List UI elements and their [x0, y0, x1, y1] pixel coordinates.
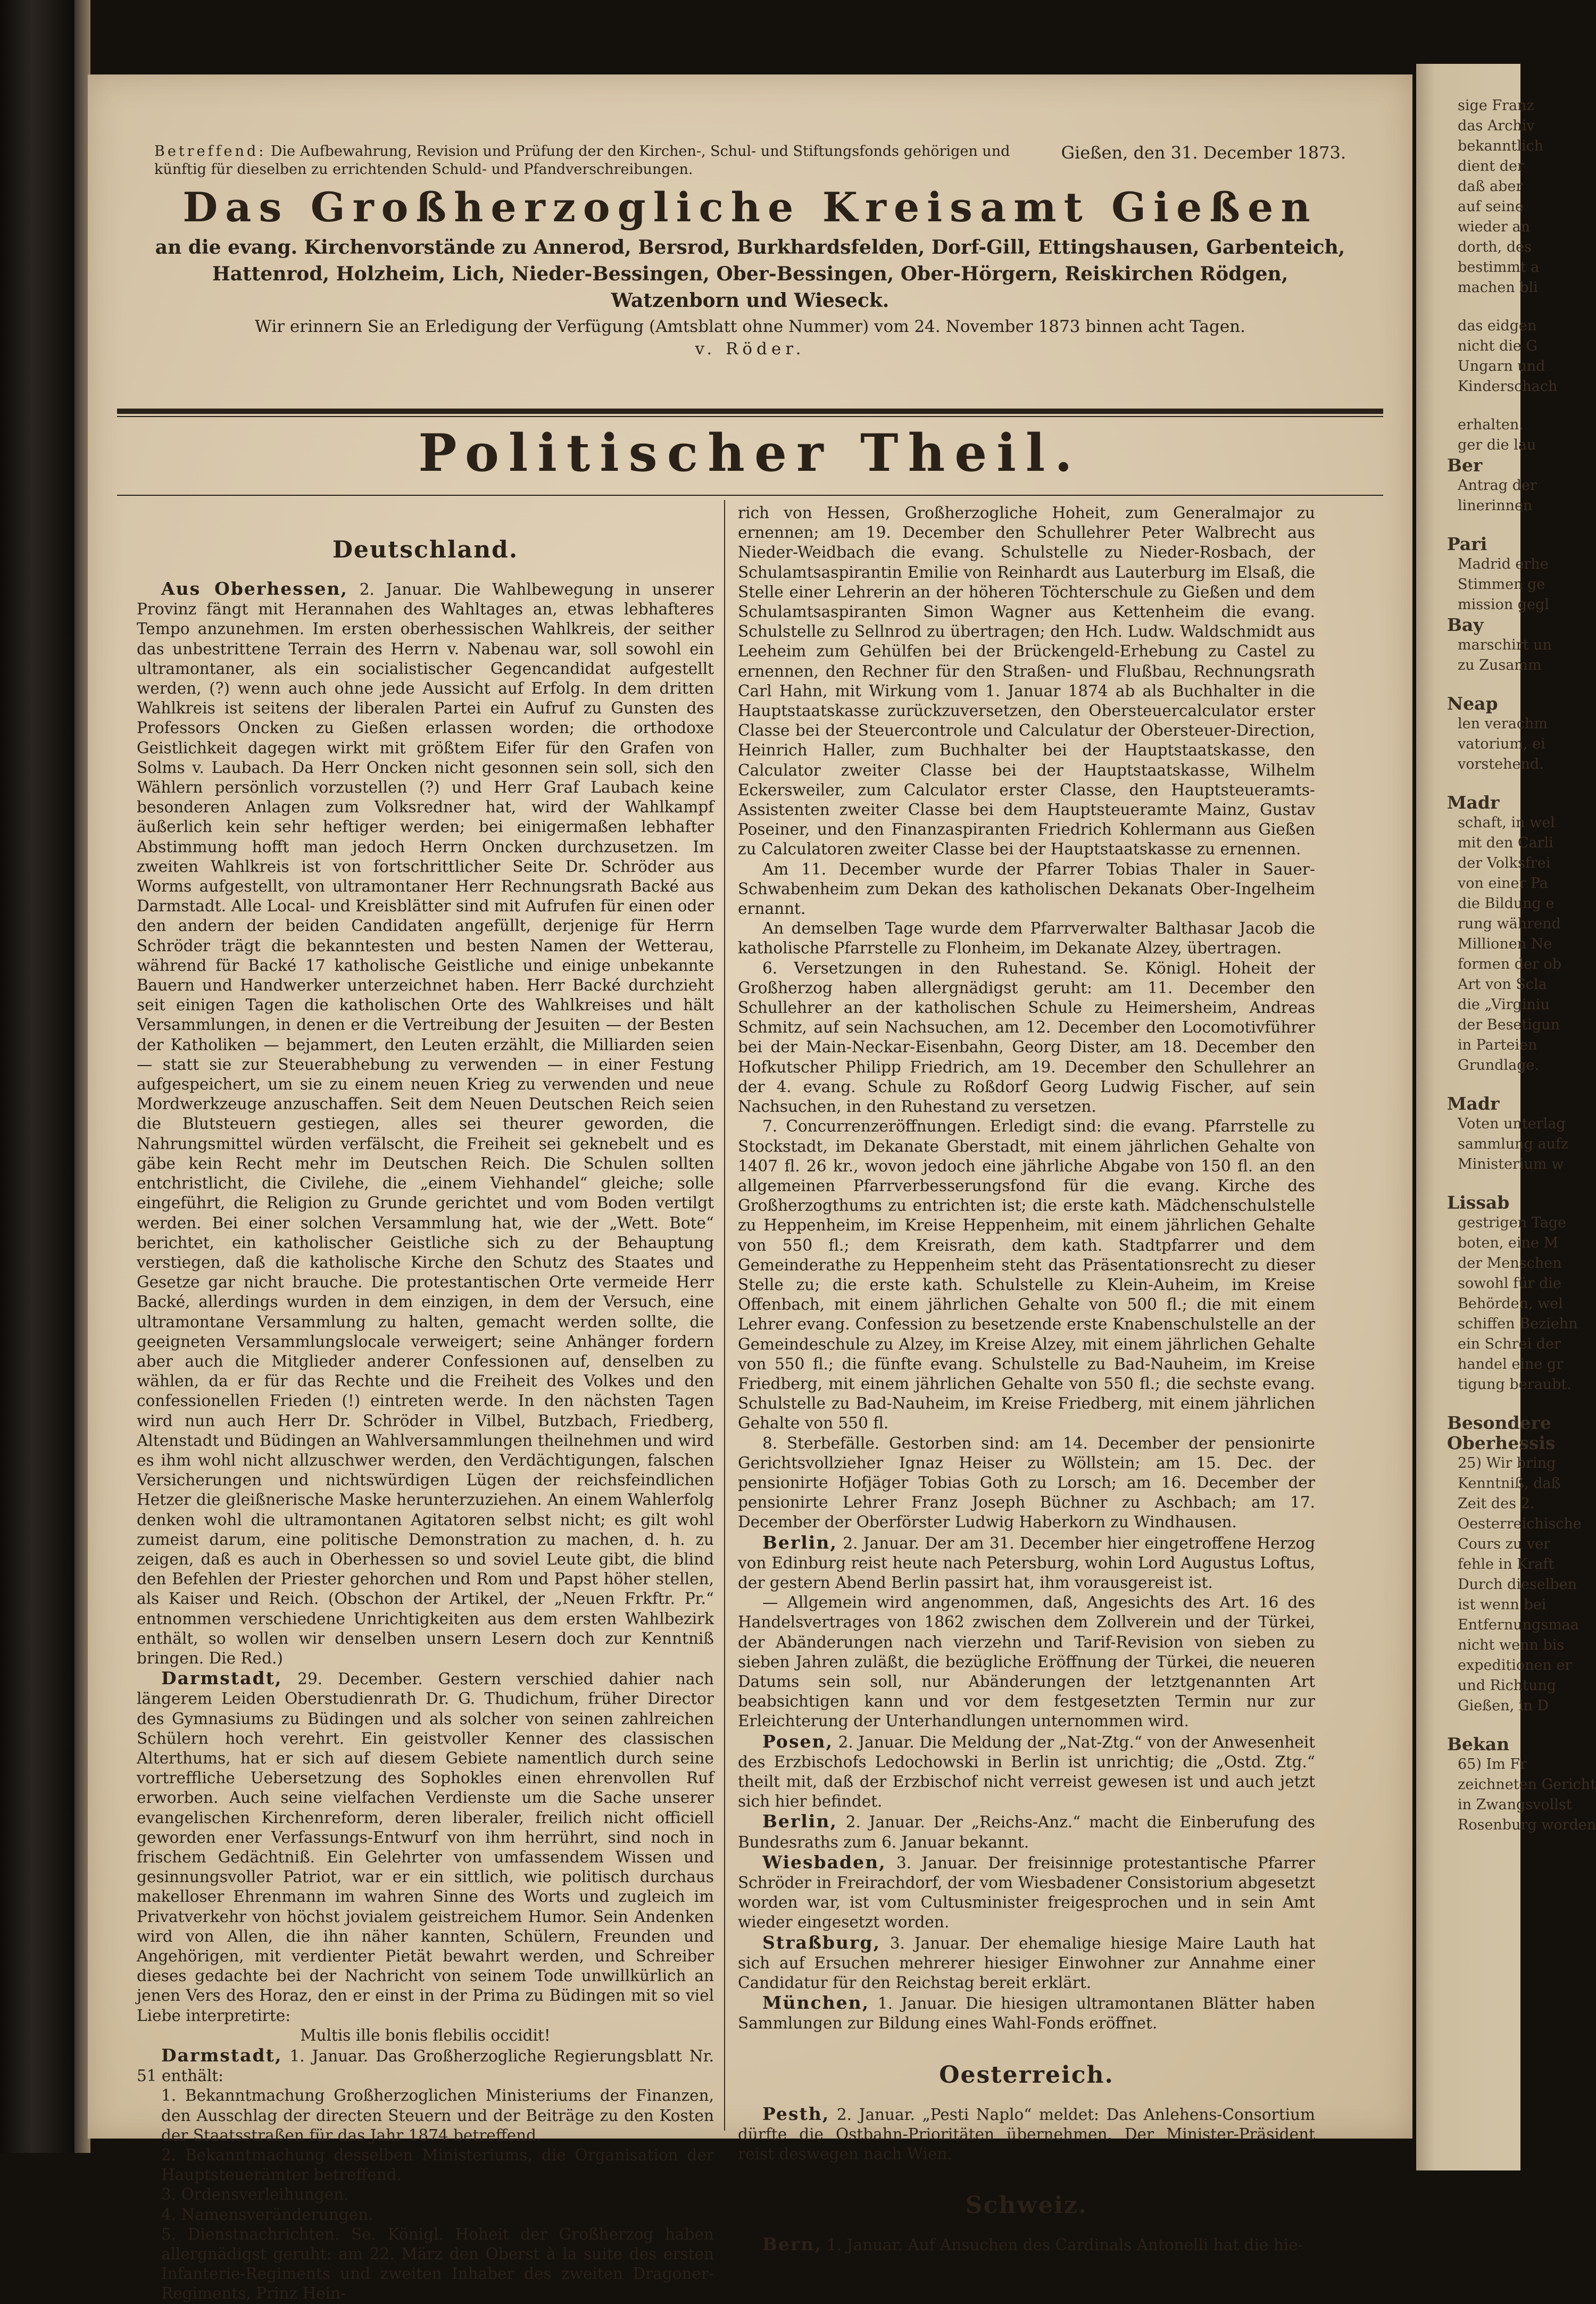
official-notice	[154, 143, 1346, 359]
adjacent-page-fragment: das Archiv	[1458, 118, 1535, 134]
article-text: 3. Januar. Der ehemalige hiesige Maire Lauth hat sich auf Ersuchen mehrerer hiesiger Einwohner zur Annahme einer Candidatur für den Reichstag bereit erklärt.	[738, 1934, 1315, 1992]
adjacent-page-fragment: nicht wenn bis	[1458, 1637, 1565, 1653]
adjacent-page-fragment: formen der ob	[1458, 956, 1561, 972]
adjacent-page-fragment: ist wenn bei	[1458, 1596, 1547, 1613]
adjacent-page-fragment: Ungarn und	[1458, 358, 1545, 375]
fragment-spacer	[1416, 775, 1520, 793]
adjacent-page-fragment: sowohl für die	[1458, 1275, 1561, 1292]
adjacent-page-fragment: sige Franz	[1458, 97, 1534, 114]
adjacent-page-fragment: handel eine gr	[1458, 1356, 1564, 1373]
adjacent-page-fragment: Millionen Ne	[1458, 936, 1552, 952]
adjacent-page-fragment: zu Zusamm	[1458, 657, 1542, 673]
adjacent-page-fragment: Voten unterlag	[1458, 1116, 1566, 1132]
adjacent-page-fragment: boten, eine M	[1458, 1235, 1559, 1251]
adjacent-page-fragment: ein Schrei der	[1458, 1336, 1561, 1352]
article-text: 3. Januar. Der freisinnige protestantische Pfarrer Schröder in Freirachdorf, der vom Wiesbadener Consistorium abgesetzt worden war, ist vom Cultusminister freigesprochen und in sein Amt wieder eingesetzt worden.	[738, 1853, 1315, 1932]
adjacent-page-fragment: Ber	[1447, 455, 1483, 476]
article-continuation: rich von Hessen, Großherzogliche Hoheit, zum Generalmajor zu ernennen; am 19. December den Schullehrer Peter Walbrecht aus Nieder-Weidbach die evang. Schulstelle zu Nieder-Rosbach, der Schulamtsaspirantin Emilie von Reinhardt aus Lauterburg im Elsaß, die Stelle einer Lehrerin an der höheren Töchterschule zu Gießen und dem Schulamtsaspiranten Simon Wagner aus Kettenheim die evang. Schulstelle zu Sellnrod zu übertragen; den Hch. Ludw. Waldschmidt aus Leeheim zum Gehülfen bei der Brückengeld-Erhebung zu Castel zu ernennen, den Rechner für den Straßen- und Flußbau, Rechnungsrath Carl Hahn, mit Wirkung vom 1. Januar 1874 ab als Buchhalter in die Hauptstaatskasse zurückzuversetzen, den Obersteuercalculator erster Classe bei der Steuercontrole und Calculatur der Obersteuer-Direction, Heinrich Haller, zum Buchhalter bei der Hauptstaatskasse, den Calculator zweiter Classe bei der Hauptstaatskasse, Wilhelm Eckersweiler, zum Calculator erster Classe, den Hauptsteueramts-Assistenten zweiter Classe bei dem Hauptsteueramte Mainz, Gustav Poseiner, und den Finanzaspiranten Friedrich Kohlermann aus Gießen zu Calculatoren zweiter Classe bei der Hauptstaatskasse zu ernennen.	[738, 504, 1315, 859]
list-item: 4. Namensveränderungen.	[161, 2205, 373, 2224]
adjacent-page-fragment: zeichneten Gericht	[1458, 1776, 1596, 1793]
adjacent-page-fragment: Madrid erhe	[1458, 556, 1549, 572]
adjacent-page-fragment: Oesterreichische	[1458, 1516, 1582, 1532]
article-darmstadt-1	[137, 1668, 714, 2026]
dateline-place: Berlin,	[762, 1532, 837, 1553]
adjacent-page-fragment: Oberhessis	[1447, 1433, 1556, 1453]
dateline-place: Wiesbaden,	[762, 1851, 886, 1873]
addressees: an die evang. Kirchenvorstände zu Annerod, Bersrod, Burkhardsfelden, Dorf-Gill, Ettingshausen, Garbenteich, Hattenrod, Holzheim, Lich, Nieder-Bessingen, Ober-Bessingen, Ober-Hörgern, Reiskirchen Rödgen, Watzenborn und Wieseck.	[155, 236, 1345, 312]
article-text: 2. Januar. „Pesti Naplo“ meldet: Das Anlehens-Consortium dürfte die Ostbahn-Prioritäten übernehmen. Der Minister-Präsident reist deswegen nach Wien.	[738, 2105, 1315, 2164]
adjacent-page-fragment: Madr	[1447, 1093, 1500, 1114]
fragment-spacer	[1416, 1175, 1520, 1193]
article-wiesbaden	[738, 1852, 1315, 1933]
right-column	[738, 503, 1315, 2255]
dateline-place: Berlin,	[762, 1811, 837, 1832]
adjacent-page-fragment: die „Virginiu	[1458, 996, 1550, 1013]
adjacent-page-fragment: 25) Wir bring	[1458, 1455, 1556, 1471]
adjacent-page-fragment: in Zwangsvollst	[1458, 1796, 1572, 1813]
article-text: 1. Januar. Auf Ansuchen des Cardinals Antonelli hat die hie-	[827, 2236, 1303, 2255]
adjacent-page-fragment: 65) Im Fr	[1458, 1756, 1527, 1773]
list-item: 3. Ordensverleihungen.	[161, 2185, 349, 2204]
dateline-place: Bern,	[762, 2234, 822, 2255]
fragment-spacer	[1416, 397, 1520, 415]
adjacent-page-fragment: Bekan	[1447, 1734, 1510, 1754]
adjacent-page-fragment: auf seine	[1458, 198, 1524, 215]
adjacent-page-fragment: sammlung aufz	[1458, 1136, 1569, 1152]
adjacent-page-fragment: Madr	[1447, 792, 1500, 813]
newspaper-page	[88, 74, 1412, 2303]
signature: v. Röder.	[695, 339, 805, 359]
adjacent-page-fragment: dient der	[1458, 158, 1524, 174]
adjacent-page-fragment: ger die lau	[1458, 437, 1536, 453]
divider-thick	[117, 409, 1383, 414]
adjacent-page-fragment: schaft, in wel	[1458, 814, 1555, 831]
adjacent-page-fragment: expeditionen er	[1458, 1657, 1572, 1674]
adjacent-page-fragment: tigung beraubt.	[1458, 1376, 1572, 1393]
dateline-place: Pesth,	[762, 2103, 830, 2124]
adjacent-page-edge	[1416, 64, 1596, 2170]
list-item: 5. Dienstnachrichten. Se. Königl. Hoheit der Großherzog haben allergnädigst geruht: am 22. März den Oberst à la suite des ersten Infanterie-Regiments und zweiten Inhaber des zweiten Dragoner-Regiments, Prinz Hein-	[161, 2225, 714, 2303]
book-binding	[0, 0, 80, 2153]
article-text: 1. Januar. Die hiesigen ultramontanen Blätter haben Sammlungen zur Bildung eines Wahl-Fonds eröffnet.	[738, 1994, 1315, 2033]
latin-quote: Multis ille bonis flebilis occidit!	[300, 2026, 551, 2044]
adjacent-page-fragment: Pari	[1447, 534, 1487, 554]
dateline-place: Darmstadt,	[161, 2045, 282, 2066]
section-title: Politischer Theil.	[418, 423, 1082, 483]
adjacent-page-fragment: Entfernungsmaa	[1458, 1617, 1579, 1633]
list-item: 2. Bekanntmachung desselben Ministeriums, die Organisation der Hauptsteuerämter betreffend.	[161, 2146, 714, 2184]
paragraph: — Allgemein wird angenommen, daß, Angesichts des Art. 16 des Handelsvertrages von 1862 zwischen dem Zollverein und der Türkei, der Abänderungen nach vierzehn und Tarif-Revision von sieben zu sieben Jahren zuläßt, die bezügliche Eröffnung der Türkei, die neueren Datums sein soll, nur Abänderungen der letztgenannten Art beabsichtigen kann und vor dem festgesetzten Termin nur zur Erleichterung der Unterhandlungen unternommen wird.	[738, 1593, 1315, 1731]
adjacent-page-fragment: bekanntlich	[1458, 138, 1544, 154]
dateline-place: Posen,	[762, 1731, 833, 1752]
subject-label: Betreffend:	[154, 143, 267, 160]
adjacent-page-fragment: Bay	[1447, 614, 1484, 635]
paragraph: 6. Versetzungen in den Ruhestand. Se. Königl. Hoheit der Großherzog haben allergnädigst geruht: am 11. December den Schullehrer an der katholischen Schule zu Heimersheim, Andreas Schmitz, auf sein Nachsuchen, am 12. December den Locomotivführer bei der Main-Neckar-Eisenbahn, Georg Dister, am 18. December den Hofkutscher Philipp Friedrich, am 19. December den Schullehrer an der 4. evang. Schule zu Roßdorf Georg Ludwig Fischer, auf sein Nachsuchen, in den Ruhestand zu versetzen.	[738, 959, 1315, 1116]
adjacent-page-fragment: Cours zu ver	[1458, 1536, 1550, 1552]
adjacent-page-fragment: wieder an	[1458, 219, 1530, 235]
paragraph: An demselben Tage wurde dem Pfarrverwalter Balthasar Jacob die katholische Pfarrstelle zu Flonheim, im Dekanate Alzey, übertragen.	[738, 919, 1315, 958]
article-berlin-2	[738, 1811, 1315, 1852]
article-posen	[738, 1732, 1315, 1812]
list-item: 1. Bekanntmachung Großherzoglichen Ministeriums der Finanzen, den Ausschlag der directen Steuern und der Beiträge zu den Kosten der Staatsstraßen für das Jahr 1874 betreffend.	[161, 2086, 714, 2144]
adjacent-page-fragment: das eidgen	[1458, 318, 1537, 334]
divider-thin	[117, 416, 1383, 417]
heading-deutschland: Deutschland.	[332, 536, 519, 563]
paragraph: Am 11. December wurde der Pfarrer Tobias Thaler in Sauer-Schwabenheim zum Dekan des katholischen Dekanats Ober-Ingelheim ernannt.	[738, 860, 1315, 918]
adjacent-page-fragment: bestimmt a	[1458, 259, 1540, 276]
article-berlin-1	[738, 1533, 1315, 1593]
adjacent-page-fragment: Durch dieselben	[1458, 1576, 1577, 1593]
adjacent-page-fragment: gestrigen Tage	[1458, 1215, 1567, 1231]
adjacent-page-fragment: Stimmen ge	[1458, 576, 1545, 593]
adjacent-page-fragment: von einer Pa	[1458, 875, 1549, 892]
adjacent-page-fragment: der Menschen	[1458, 1255, 1562, 1271]
left-column	[137, 503, 714, 2304]
fragment-spacer	[1416, 1076, 1520, 1094]
adjacent-page-fragment: erhalten.	[1458, 417, 1524, 433]
fragment-spacer	[1416, 298, 1520, 316]
fragment-spacer	[1416, 676, 1520, 694]
article-text: 1. Januar. Das Großherzogliche Regierungsblatt Nr. 51 enthält:	[137, 2047, 714, 2085]
article-oberhessen	[137, 579, 714, 1668]
fragment-spacer	[1416, 1395, 1520, 1413]
adjacent-page-fragment: machen bli	[1458, 279, 1538, 296]
adjacent-page-fragment: Besondere	[1447, 1412, 1551, 1433]
subject-line	[154, 143, 1059, 179]
adjacent-page-fragment: Lissab	[1447, 1192, 1510, 1213]
column-divider-lower	[724, 1843, 725, 2131]
adjacent-page-fragment: Neap	[1447, 693, 1498, 714]
adjacent-page-fragment: Kinderschach	[1458, 378, 1558, 395]
adjacent-page-fragment: Rosenburg worden	[1458, 1817, 1596, 1833]
article-text: 2. Januar. Der am 31. December hier eingetroffene Herzog von Edinburg reist heute nach Petersburg, wohin Lord Augustus Loftus, der gestern Abend Berlin passirt hat, ihm vorausgereist ist.	[738, 1534, 1315, 1592]
adjacent-page-fragment: dorth, des	[1458, 239, 1532, 255]
fragment-spacer	[1416, 516, 1520, 534]
dateline-place: Straßburg,	[762, 1932, 880, 1953]
article-text: 29. December. Gestern verschied dahier nach längerem Leiden Oberstudienrath Dr. G. Thudichum, früher Director des Gymnasiums zu Büdingen und als solcher von seinen zahlreichen Schülern hoch verehrt. Ein geistvoller Kenner des classischen Alterthums, hat er sich auf diesem Gebiete namentlich durch seine vortreffliche Uebersetzung des Sophokles einen ehrenvollen Ruf erworben. Auch seine vielfachen Verdienste um die Sache unserer evangelischen Kirchenreform, deren liberaler, freilich nicht officiell geworden ener Verfassungs-Entwurf von ihm herrührt, sind noch in frischem Gedächtniß. Ein Gelehrter von umfassendem Wissen und gesinnungsvoller Patriot, war er ein sittlich, wie politisch durchaus makelloser Ehrenmann im wahren Sinne des Worts und zugleich im Privatverkehr von höchst jovialem geistreichem Humor. Sein Andenken wird von Allen, die ihn näher kannten, Schülern, Freunden und Angehörigen, mit verdienter Pietät bewahrt werden, und Schreiber dieses gedachte bei der Nachricht von seinem Tode unwillkürlich an jenen Vers des Horaz, den er einst in der Prima zu Büdingen mit so viel Liebe interpretirte:	[137, 1670, 714, 2025]
column-divider	[724, 500, 725, 2006]
adjacent-page-fragment: schiffen Beziehn	[1458, 1316, 1578, 1332]
adjacent-page-fragment: linerinnen	[1458, 497, 1533, 514]
adjacent-page-fragment: Ministerium w	[1458, 1156, 1564, 1172]
adjacent-page-fragment: der Besetigun	[1458, 1017, 1560, 1033]
adjacent-page-fragment: daß aber	[1458, 178, 1523, 195]
heading-oesterreich: Oesterreich.	[939, 2061, 1114, 2089]
article-text: 2. Januar. Der „Reichs-Anz.“ macht die Einberufung des Bundesraths zum 6. Januar bekannt.	[738, 1813, 1315, 1851]
adjacent-page-fragment: die Bildung e	[1458, 895, 1555, 912]
dateline-place: Darmstadt,	[161, 1668, 282, 1689]
article-darmstadt-2	[137, 2045, 714, 2086]
article-bern	[738, 2234, 1315, 2255]
adjacent-page-fragment: Antrag der	[1458, 477, 1537, 494]
adjacent-page-fragment: rung während	[1458, 916, 1561, 932]
article-pesth	[738, 2104, 1315, 2165]
adjacent-page-fragment: Gießen, in D	[1458, 1698, 1549, 1714]
adjacent-page-fragment: der Volksfrei	[1458, 855, 1551, 871]
fragment-spacer	[1416, 1716, 1520, 1734]
adjacent-page-fragment: mission gegl	[1458, 596, 1549, 613]
title-rule	[117, 495, 1383, 496]
adjacent-page-fragment: Behörden, wel	[1458, 1295, 1563, 1312]
article-text: 2. Januar. Die Wahlbewegung in unserer Provinz fängt mit Herannahen des Wahltages an, etwas lebhafteres Tempo anzunehmen. Im ersten oberhessischen Wahlkreis, der seither das unbestrittene Terrain des Herrn v. Nabenau war, soll sowohl ein ultramontaner, als ein socialistischer Gegencandidat aufgestellt werden, (?) wenn auch ohne jede Aussicht auf Erfolg. In dem dritten Wahlkreis ist seitens der liberalen Partei ein Aufruf zu Gunsten des Professors Oncken zu Gießen erlassen worden; die orthodoxe Geistlichkeit dagegen wirkt mit größtem Eifer für den Grafen von Solms v. Laubach. Da Herr Oncken nicht gesonnen sein soll, sich den Wählern persönlich vorzustellen (?) und Herr Graf Laubach keine besonderen Anlagen zum Volksredner hat, wird der Wahlkampf äußerlich kein sehr heftiger werden; bei einigermaßen lebhafter Abstimmung hofft man jedoch Herrn Oncken durchzusetzen. Im zweiten Wahlkreis ist von fortschrittlicher Seite Dr. Schröder aus Worms aufgestellt, von ultramontaner Herr Rechnungsrath Backé aus Darmstadt. Alle Local- und Kreisblätter sind mit Aufrufen für einen oder den andern der beiden Candidaten angefüllt, derjenige für Herrn Schröder trägt die bekanntesten und besten Namen der Wetterau, während für Backé 17 katholische Geistliche und einige unbekannte Bauern und Handwerker unterzeichnet haben. Herr Backé durchzieht seit einigen Tagen die katholischen Orte des Wahlkreises und hält Versammlungen, in denen er die Vertreibung der Jesuiten — der Besten der Katholiken — bejammert, den Leuten erzählt, die Milliarden seien — statt sie zur Steuerabhebung zu verwenden — in einer Festung aufgespeichert, um sie zu einem neuen Krieg zu verwenden und neue Mordwerkzeuge anzuschaffen. Seit dem Neuen Deutschen Reich seien die Blutsteuern gestiegen, alles sei theurer geworden, die Nahrungsmittel würden verfälscht, die Freiheit sei geknebelt und es gäbe kein Recht mehr im Deutschen Reich. Die Schulen sollten entchristlicht, die Civilehe, die „einem Viehhandel“ gleiche; solle eingeführt, die Religion zu Grunde gerichtet und vom Boden vertilgt werden. Bei einer solchen Versammlung hat, wie der „Wett. Bote“ berichtet, ein katholischer Geistliche sich zu der Behauptung verstiegen, daß die katholische Kirche den Schutz des Staates und Gesetze gar nicht brauche. Die protestantischen Orte vermeide Herr Backé, allerdings wurden in dem einzigen, in dem der Versuch, eine ultramontane Versammlung zu halten, gemacht werden sollte, die geeigneten Versammlungslocale verweigert; seine Anhänger fordern aber auch die Mitglieder anderer Confessionen auf, denselben zu wählen, da er für das Rechte und die Freiheit des Volkes und den confessionellen Frieden (!) eintreten werde. In den nächsten Tagen wird nun auch Herr Dr. Schröder in Vilbel, Butzbach, Friedberg, Altenstadt und Büdingen an Wahlversammlungen theilnehmen und wird es ihm wohl nicht allzuschwer werden, den Verdächtigungen, falschen Versicherungen und nichtswürdigen Lügen der reichsfeindlichen Hetzer die gleißnerische Maske herunterzuziehen. An einem Wahlerfolg denken wohl die ultramontanen Agitatoren selbst nicht; es gilt wohl zumeist darum, eine politische Demonstration zu machen, d. h. zu zeigen, daß es auch in Oberhessen so und soviel Leute gibt, die blind den Befehlen der Priester gehorchen und Rom und Papst höher stellen, als Kaiser und Reich. (Obschon der Artikel, der „Neuen Frkftr. Pr.“ entnommen verschiedene Unrichtigkeiten aus dem ersten Wahlbezirk enthält, so wollen wir denselben unsern Lesern doch zur Kenntniß bringen. Die Red.)	[137, 580, 714, 1667]
heading-schweiz: Schweiz.	[965, 2192, 1088, 2219]
dateline: Gießen, den 31. December 1873.	[1061, 143, 1346, 163]
adjacent-page-fragment: Grundlage.	[1458, 1057, 1540, 1074]
dateline-place: Aus Oberhessen,	[161, 578, 348, 599]
adjacent-page-fragment: in Parteien	[1458, 1037, 1537, 1053]
reminder-text: Wir erinnern Sie an Erledigung der Verfügung (Amtsblatt ohne Nummer) vom 24. November 1873 binnen acht Tagen.	[255, 317, 1245, 336]
adjacent-page-fragment: nicht die G	[1458, 338, 1538, 354]
adjacent-page-fragment: fehle in Kraft	[1458, 1556, 1555, 1573]
dateline-place: München,	[762, 1992, 870, 2014]
masthead: Das Großherzogliche Kreisamt Gießen	[182, 184, 1318, 231]
paragraph: 7. Concurrenzeröffnungen. Erledigt sind: die evang. Pfarrstelle zu Stockstadt, im Dekanate Gberstadt, mit einem jährlichen Gehalte von 1407 fl. 26 kr., wovon jedoch eine jährliche Abgabe von 150 fl. an den allgemeinen Pfarrverbesserungsfond für die evang. Kirche des Großherzogthums zu entrichten ist; die erste kath. Mädchenschulstelle zu Heppenheim, im Kreise Heppenheim, mit einem jährlichen Gehalte von 550 fl.; dem Kreisrath, dem kath. Stadtpfarrer und dem Gemeinderathe zu Heppenheim steht das Präsentationsrecht zu dieser Stelle zu; die erste kath. Schulstelle zu Klein-Auheim, im Kreise Offenbach, mit einem jährlichen Gehalte von 500 fl.; die mit einem Lehrer evang. Confession zu besetzende erste Knabenschulstelle an der Gemeindeschule zu Alzey, im Kreise Alzey, mit einem jährlichen Gehalte von 550 fl.; die fünfte evang. Schulstelle zu Bad-Nauheim, im Kreise Friedberg, mit einem jährlichen Gehalte von 550 fl.; die sechste evang. Schulstelle zu Bad-Nauheim, im Kreise Friedberg, mit einem jährlichen Gehalte von 550 fl.	[738, 1117, 1315, 1433]
adjacent-page-fragment: len verachm	[1458, 716, 1548, 732]
adjacent-page-fragment: mit den Carli	[1458, 835, 1553, 851]
article-muenchen	[738, 1993, 1315, 2033]
adjacent-page-fragment: Art von Scla	[1458, 976, 1547, 993]
adjacent-page-fragment: marschirt un	[1458, 637, 1552, 653]
article-text: 2. Januar. Die Meldung der „Nat-Ztg.“ von der Anwesenheit des Erzbischofs Ledochowski in Berlin ist unrichtig; die „Ostd. Ztg.“ theilt mit, daß der Erzbischof nicht verreist gewesen ist und auch jetzt sich hier befindet.	[738, 1733, 1315, 1811]
subject-text: Die Aufbewahrung, Revision und Prüfung der den Kirchen-, Schul- und Stiftungsfonds gehörigen und künftig für dieselben zu errichtenden Schuld- und Pfandverschreibungen.	[154, 143, 1010, 178]
adjacent-page-fragment: vorstehend.	[1458, 756, 1544, 772]
adjacent-page-fragment: Zeit des 2.	[1458, 1495, 1535, 1512]
adjacent-page-fragment: Kenntniß, daß	[1458, 1475, 1561, 1492]
adjacent-page-fragment: und Richtung	[1458, 1677, 1557, 1694]
paragraph: 8. Sterbefälle. Gestorben sind: am 14. December der pensionirte Gerichtsvollzieher Ignaz Heiser zu Wöllstein; am 15. Dec. der pensionirte Hofjäger Tobias Goth zu Lorsch; am 16. December der pensionirte Lehrer Franz Joseph Büchner zu Aschbach; am 17. December der Oberförster Ludwig Haberkorn zu Windhausen.	[738, 1434, 1315, 1532]
article-strassburg	[738, 1933, 1315, 1993]
adjacent-page-fragment: vatorium, ei	[1458, 736, 1545, 752]
